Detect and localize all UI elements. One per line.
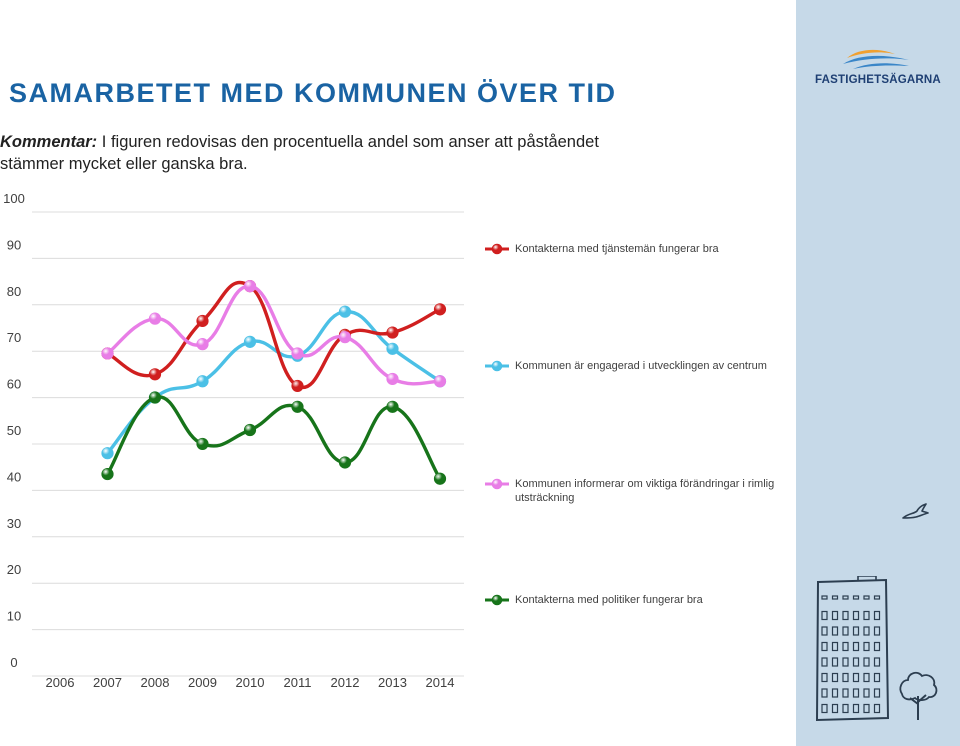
window-shape: [822, 689, 827, 697]
x-tick-label: 2013: [378, 675, 407, 690]
window-shape: [843, 658, 848, 666]
legend-label: Kommunen är engagerad i utvecklingen av centrum: [515, 360, 767, 372]
page-title: SAMARBETET MED KOMMUNEN ÖVER TID: [9, 78, 617, 108]
window-shape: [833, 643, 838, 651]
window-shape: [854, 596, 859, 599]
window-shape: [864, 643, 869, 651]
window-shape: [864, 674, 869, 682]
window-shape: [854, 612, 859, 620]
y-tick-label: 50: [6, 423, 22, 438]
tree-icon: [896, 668, 940, 722]
data-point: [387, 343, 399, 355]
window-shape: [875, 627, 880, 635]
legend-label: Kontakterna med tjänstemän fungerar bra: [515, 243, 719, 255]
legend-label: Kontakterna med politiker fungerar bra: [515, 594, 703, 606]
window-shape: [822, 643, 827, 651]
series-layer: [102, 280, 446, 484]
window-shape: [864, 596, 869, 599]
window-shape: [875, 612, 880, 620]
window-shape: [822, 627, 827, 635]
data-point: [149, 313, 161, 325]
window-shape: [875, 658, 880, 666]
window-shape: [833, 689, 838, 697]
window-shape: [822, 658, 827, 666]
y-tick-label: 40: [6, 469, 22, 485]
window-shape: [854, 658, 859, 666]
brand-name: FASTIGHETSÄGARNA: [815, 74, 941, 86]
data-point: [434, 473, 446, 485]
window-shape: [833, 627, 838, 635]
data-point: [102, 348, 114, 360]
window-shape: [822, 674, 827, 682]
data-point: [149, 369, 161, 381]
bird-icon: [900, 500, 930, 524]
window-shape: [875, 705, 880, 713]
line-chart: [0, 180, 790, 700]
window-shape: [854, 689, 859, 697]
x-tick-label: 2007: [93, 675, 122, 690]
y-tick-label: 90: [6, 237, 22, 253]
window-shape: [864, 689, 869, 697]
data-point: [434, 375, 446, 387]
data-point: [434, 304, 446, 316]
legend-label: Kommunen informerar om viktiga förändringar i rimlig utsträckning: [515, 478, 775, 504]
x-tick-label: 2009: [188, 675, 217, 690]
window-shape: [843, 627, 848, 635]
window-shape: [864, 612, 869, 620]
window-shape: [833, 674, 838, 682]
y-tick-label: 60: [6, 376, 22, 392]
window-shape: [833, 705, 838, 713]
window-shape: [843, 705, 848, 713]
data-point: [387, 327, 399, 339]
window-shape: [854, 643, 859, 651]
window-shape: [843, 689, 848, 697]
data-point: [292, 380, 304, 392]
axis-layer: [3, 191, 464, 690]
data-point: [339, 331, 351, 343]
data-point: [292, 401, 304, 413]
window-shape: [854, 674, 859, 682]
wave-logo-icon: [815, 44, 940, 74]
window-shape: [875, 643, 880, 651]
data-point: [339, 457, 351, 469]
data-point: [102, 447, 114, 459]
window-shape: [833, 612, 838, 620]
window-shape: [843, 643, 848, 651]
data-point: [197, 375, 209, 387]
y-tick-label: 0: [10, 655, 18, 670]
comment-text: I figuren redovisas den procentuella andel som anser att påståendet stämmer mycket eller ganska bra.: [0, 133, 599, 173]
comment-paragraph: [0, 131, 600, 175]
data-point: [244, 280, 256, 292]
x-tick-label: 2010: [235, 675, 265, 690]
y-tick-label: 10: [6, 608, 22, 624]
data-point: [102, 468, 114, 480]
comment-label: Kommentar:: [0, 133, 98, 151]
legend-swatch: [484, 478, 510, 490]
window-shape: [843, 674, 848, 682]
data-point: [197, 315, 209, 327]
window-shape: [843, 612, 848, 620]
y-tick-label: 80: [6, 283, 22, 299]
window-shape: [833, 596, 838, 599]
data-point: [387, 373, 399, 385]
window-shape: [864, 705, 869, 713]
window-shape: [833, 658, 838, 666]
window-shape: [822, 705, 827, 713]
x-tick-label: 2006: [45, 675, 75, 690]
y-tick-label: 20: [6, 562, 22, 578]
data-point: [244, 424, 256, 436]
x-tick-label: 2011: [283, 675, 312, 690]
window-shape: [864, 658, 869, 666]
window-shape: [875, 689, 880, 697]
building-icon: [812, 576, 892, 722]
window-shape: [854, 705, 859, 713]
window-shape: [822, 612, 827, 620]
sidebar-panel: [796, 0, 960, 746]
data-point: [197, 338, 209, 350]
brand-logo: [815, 44, 940, 92]
y-tick-label: 30: [6, 515, 22, 531]
legend-swatch: [484, 594, 510, 606]
y-tick-label: 70: [6, 330, 22, 346]
legend-swatch: [484, 243, 510, 255]
data-point: [244, 336, 256, 348]
y-tick-label: 100: [3, 191, 25, 206]
data-point: [387, 401, 399, 413]
x-tick-label: 2014: [425, 675, 455, 690]
window-shape: [875, 596, 880, 599]
legend-swatch: [484, 360, 510, 372]
window-shape: [822, 596, 827, 599]
data-point: [197, 438, 209, 450]
window-shape: [875, 674, 880, 682]
x-tick-label: 2008: [140, 675, 170, 690]
window-shape: [854, 627, 859, 635]
data-point: [149, 392, 161, 404]
window-shape: [864, 627, 869, 635]
data-point: [339, 306, 351, 318]
window-shape: [843, 596, 848, 599]
data-point: [292, 348, 304, 360]
x-tick-label: 2012: [330, 675, 360, 690]
